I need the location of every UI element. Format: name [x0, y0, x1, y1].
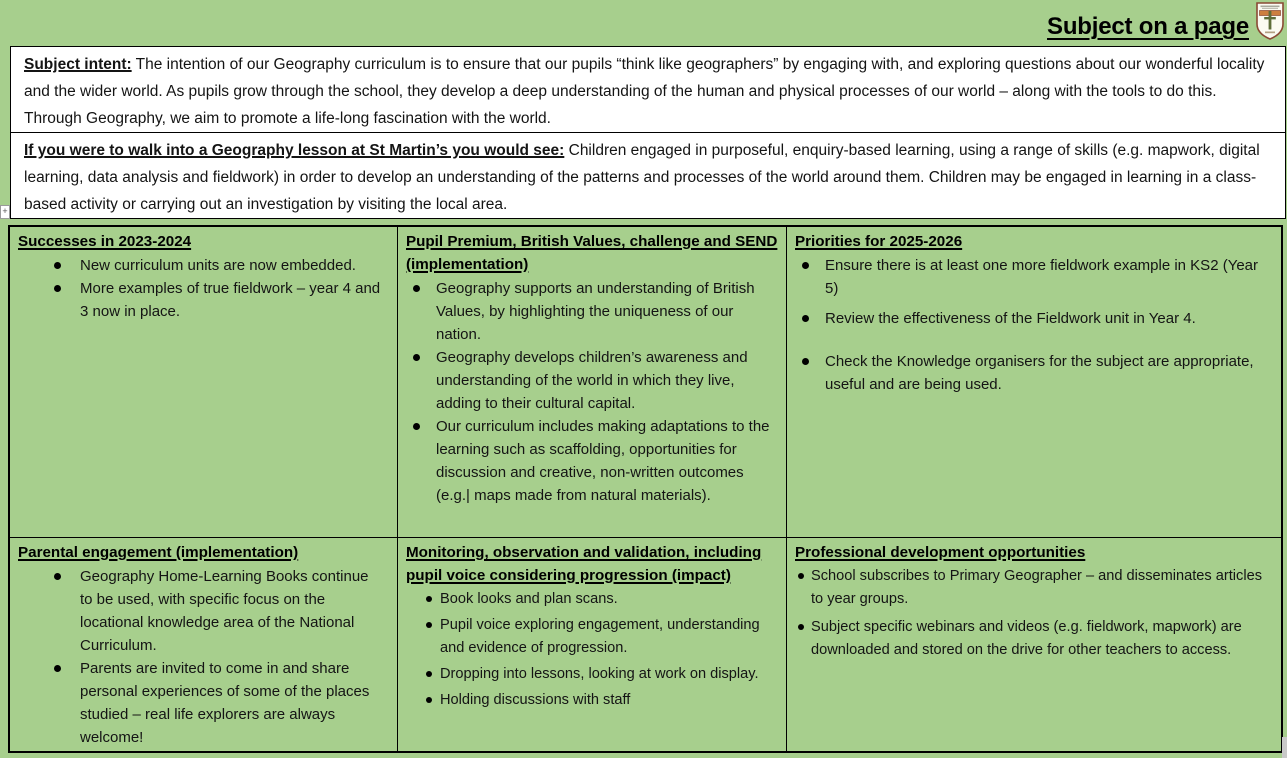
- cell-professional-development: [787, 538, 1281, 751]
- list-item: Subject specific webinars and videos (e.g. fieldwork, mapwork) are downloaded and stored on the drive for other teachers to access.: [795, 616, 1273, 662]
- list-item: Our curriculum includes making adaptations to the learning such as scaffolding, opportunities for discussion and creative, non-written outcomes (e.g.| maps made from natural materials).: [406, 415, 778, 507]
- cell-priorities-list: [795, 254, 1273, 396]
- list-item: Holding discussions with staff: [406, 689, 778, 712]
- cell-priorities-heading: Priorities for 2025-2026: [795, 233, 963, 250]
- lesson-observation-text: If you were to walk into a Geography lesson at St Martin’s you would see: Children engaged in purposeful, enquiry-based learning, using a range of skills (e.g. mapwork, digital learning, data analysis and fieldwork) in order to develop an understanding of the patterns and processes of the world around them. Children may be engaged in learning in a class-based activity or carrying out an investigation by visiting the local area.: [24, 142, 1260, 213]
- table-select-handle-icon[interactable]: [0, 205, 10, 219]
- list-item: Dropping into lessons, looking at work on display.: [406, 663, 778, 686]
- subject-on-a-page-table: [8, 225, 1283, 753]
- cell-monitoring: [398, 538, 787, 751]
- cell-professional-development-heading: Professional development opportunities: [795, 544, 1086, 561]
- list-item: Geography Home-Learning Books continue to be used, with specific focus on the locational knowledge area of the National Curriculum.: [18, 565, 389, 657]
- cell-monitoring-heading: Monitoring, observation and validation, including pupil voice considering progression (impact): [406, 544, 762, 584]
- list-item: Check the Knowledge organisers for the subject are appropriate, useful and are being used.: [795, 350, 1273, 396]
- cell-priorities: [787, 227, 1281, 538]
- cell-pupil-premium-list: [406, 277, 778, 507]
- school-crest-icon: [1256, 2, 1284, 45]
- cell-successes-list: [18, 254, 389, 323]
- cell-pupil-premium: [398, 227, 787, 538]
- cell-parental-engagement: [10, 538, 398, 751]
- cell-professional-development-list: [795, 565, 1273, 662]
- list-item: Geography supports an understanding of British Values, by highlighting the uniqueness of our nation.: [406, 277, 778, 346]
- cell-parental-engagement-list: [18, 565, 389, 749]
- list-item: Ensure there is at least one more fieldwork example in KS2 (Year 5): [795, 254, 1273, 300]
- list-item: School subscribes to Primary Geographer – and disseminates articles to year groups.: [795, 565, 1273, 611]
- list-item: Pupil voice exploring engagement, understanding and evidence of progression.: [406, 614, 778, 660]
- scrollbar-corner: [1282, 737, 1287, 758]
- lesson-observation-box: [10, 132, 1286, 219]
- page-title: Subject on a page: [1047, 13, 1249, 40]
- cell-successes: [10, 227, 398, 538]
- list-item: More examples of true fieldwork – year 4 and 3 now in place.: [18, 277, 389, 323]
- subject-intent-box: [10, 46, 1286, 134]
- list-item: New curriculum units are now embedded.: [18, 254, 389, 277]
- cell-parental-engagement-heading: Parental engagement (implementation): [18, 544, 299, 561]
- lesson-observation-label: If you were to walk into a Geography lesson at St Martin’s you would see:: [24, 142, 565, 159]
- cell-successes-heading: Successes in 2023-2024: [18, 233, 192, 250]
- list-item: Review the effectiveness of the Fieldwork unit in Year 4.: [795, 307, 1273, 330]
- subject-intent-text: Subject intent: The intention of our Geography curriculum is to ensure that our pupils “think like geographers” by engaging with, and exploring questions about our wonderful locality and the wider world. As pupils grow through the school, they develop a deep understanding of the human and physical processes of our world – along with the tools to do this. Through Geography, we aim to promote a life-long fascination with the world.: [24, 56, 1265, 127]
- cell-monitoring-list: [406, 588, 778, 712]
- list-item: Parents are invited to come in and share personal experiences of some of the places studied – real life explorers are always welcome!: [18, 657, 389, 749]
- cell-pupil-premium-heading: Pupil Premium, British Values, challenge and SEND (implementation): [406, 233, 778, 273]
- list-item: Geography develops children’s awareness and understanding of the world in which they live, adding to their cultural capital.: [406, 346, 778, 415]
- list-item: Book looks and plan scans.: [406, 588, 778, 611]
- subject-intent-label: Subject intent:: [24, 56, 132, 73]
